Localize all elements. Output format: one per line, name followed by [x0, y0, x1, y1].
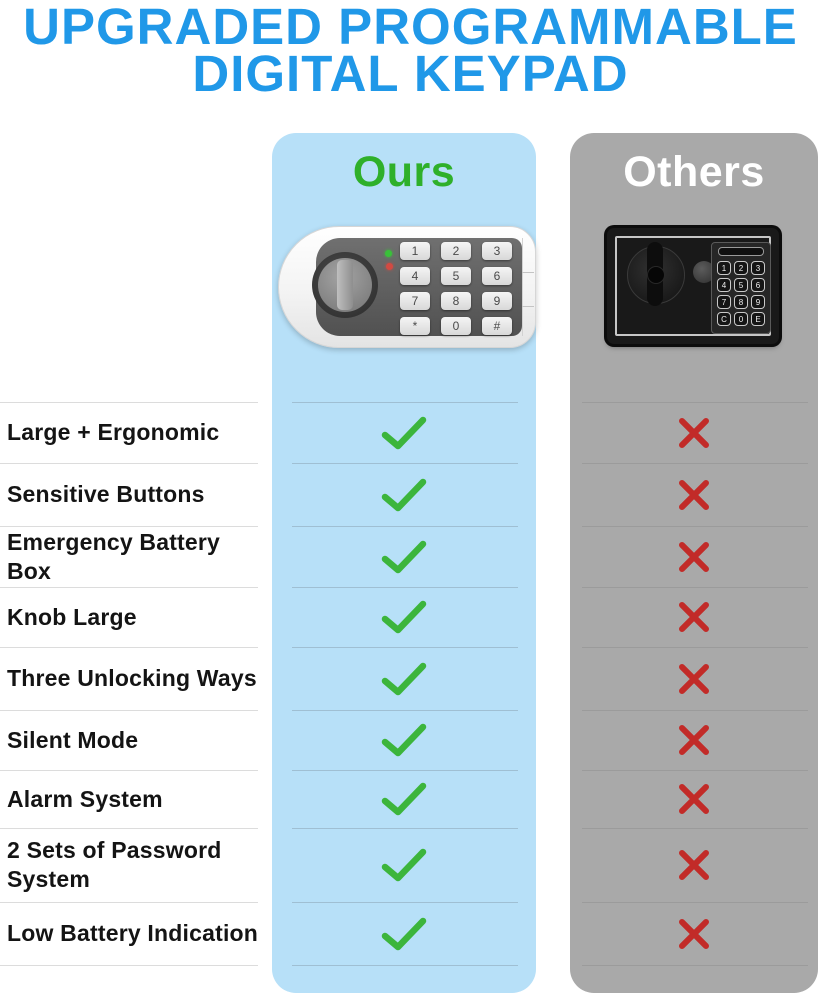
keypad-buttons [400, 242, 512, 335]
key-2: 2 [734, 261, 748, 275]
title-line-2: DIGITAL KEYPAD [192, 45, 629, 102]
key-4: 4 [400, 267, 430, 285]
feature-label: Emergency Battery Box [7, 528, 221, 584]
key-7: 7 [400, 292, 430, 310]
key-7: 7 [717, 295, 731, 309]
key-5: 5 [441, 267, 471, 285]
key-1: 1 [400, 242, 430, 260]
keypad-seam [522, 306, 534, 307]
ours-check-icon [272, 770, 536, 828]
safe-keypad-buttons [717, 261, 765, 326]
key-3: 3 [751, 261, 765, 275]
key-6: 6 [482, 267, 512, 285]
others-safe-photo [607, 228, 779, 344]
feature-label: Low Battery Indication [7, 920, 259, 946]
others-cross-icon [570, 587, 818, 647]
key-4: 4 [717, 278, 731, 292]
key-5: 5 [734, 278, 748, 292]
key-9: 9 [482, 292, 512, 310]
key-C: C [717, 312, 731, 326]
feature-label: Alarm System [7, 785, 163, 812]
safe-display-slot [718, 247, 764, 256]
table-row [0, 463, 821, 526]
table-row [0, 710, 821, 770]
others-column-header: Others [623, 148, 765, 196]
key-1: 1 [717, 261, 731, 275]
feature-label: Knob Large [7, 603, 137, 630]
ours-check-icon [272, 463, 536, 526]
others-cross-icon [570, 526, 818, 587]
feature-label: Sensitive Buttons [7, 481, 205, 507]
ours-check-icon [272, 587, 536, 647]
page-title [0, 0, 821, 102]
table-row [0, 828, 821, 902]
key-E: E [751, 312, 765, 326]
table-row [0, 526, 821, 587]
key-#: # [482, 317, 512, 335]
keypad-seam [522, 238, 523, 336]
key-9: 9 [751, 295, 765, 309]
key-*: * [400, 317, 430, 335]
others-cross-icon [570, 402, 818, 463]
key-8: 8 [734, 295, 748, 309]
others-cross-icon [570, 770, 818, 828]
safe-knob-hub [647, 266, 665, 284]
title-line-1: UPGRADED PROGRAMMABLE [23, 0, 798, 55]
key-2: 2 [441, 242, 471, 260]
feature-label: 2 Sets of Password System [7, 837, 222, 892]
feature-label: Three Unlocking Ways [7, 665, 257, 691]
others-cross-icon [570, 710, 818, 770]
ours-check-icon [272, 902, 536, 965]
feature-label: Silent Mode [7, 726, 139, 753]
key-0: 0 [441, 317, 471, 335]
table-row [0, 587, 821, 647]
ours-keypad-photo [278, 226, 536, 348]
key-6: 6 [751, 278, 765, 292]
divider [292, 965, 518, 966]
feature-label: Large + Ergonomic [7, 419, 220, 445]
key-8: 8 [441, 292, 471, 310]
table-row [0, 402, 821, 463]
table-row [0, 770, 821, 828]
key-0: 0 [734, 312, 748, 326]
others-cross-icon [570, 463, 818, 526]
keypad-seam [522, 272, 534, 273]
ours-check-icon [272, 647, 536, 710]
key-3: 3 [482, 242, 512, 260]
ours-column-header: Ours [352, 148, 456, 196]
divider [582, 965, 808, 966]
ours-check-icon [272, 402, 536, 463]
safe-keypad-panel [711, 242, 771, 334]
divider [0, 965, 258, 966]
red-led-icon [386, 263, 393, 270]
table-row [0, 902, 821, 965]
green-led-icon [385, 250, 392, 257]
others-cross-icon [570, 902, 818, 965]
others-cross-icon [570, 828, 818, 902]
ours-check-icon [272, 828, 536, 902]
ours-check-icon [272, 710, 536, 770]
ours-check-icon [272, 526, 536, 587]
table-row [0, 647, 821, 710]
knob-handle [337, 260, 353, 310]
others-cross-icon [570, 647, 818, 710]
feature-comparison-table [0, 402, 821, 965]
